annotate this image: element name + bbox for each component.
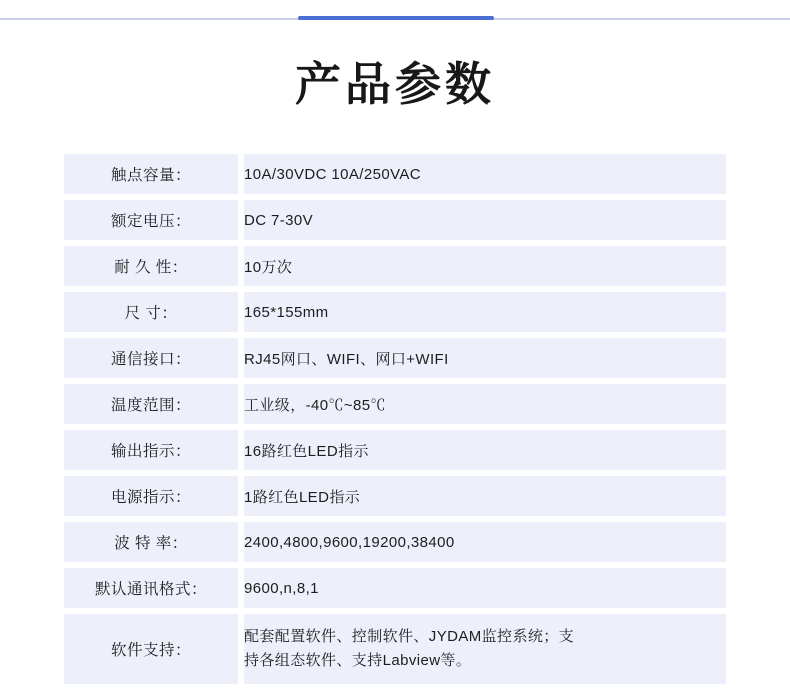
spec-label: 电源指示： — [64, 476, 238, 516]
table-row — [64, 384, 726, 424]
spec-label: 耐 久 性： — [64, 246, 238, 286]
table-row — [64, 292, 726, 332]
spec-value: 165*155mm — [244, 292, 726, 332]
table-row — [64, 200, 726, 240]
spec-label: 温度范围： — [64, 384, 238, 424]
spec-label: 触点容量： — [64, 154, 238, 194]
spec-value: 9600,n,8,1 — [244, 568, 726, 608]
spec-label: 尺 寸： — [64, 292, 238, 332]
page-title: 产品参数 — [295, 58, 495, 110]
table-row — [64, 246, 726, 286]
table-row — [64, 430, 726, 470]
spec-value: 10A/30VDC 10A/250VAC — [244, 154, 726, 194]
spec-label: 额定电压： — [64, 200, 238, 240]
table-row — [64, 154, 726, 194]
table-row — [64, 522, 726, 562]
table-row — [64, 614, 726, 684]
header-accent-bar — [298, 16, 494, 20]
spec-value: 16路红色LED指示 — [244, 430, 726, 470]
spec-value: 1路红色LED指示 — [244, 476, 726, 516]
spec-value: 2400,4800,9600,19200,38400 — [244, 522, 726, 562]
spec-value-line-1: 配套配置软件、控制软件、JYDAM监控系统；支 — [244, 627, 575, 645]
table-row — [64, 338, 726, 378]
spec-value: 10万次 — [244, 246, 726, 286]
spec-value: 工业级，-40℃~85℃ — [244, 384, 726, 424]
spec-value-line-2: 持各组态软件、支持Labview等。 — [244, 652, 472, 669]
spec-value: RJ45网口、WIFI、网口+WIFI — [244, 338, 726, 378]
spec-label: 软件支持： — [64, 614, 238, 684]
spec-label: 输出指示： — [64, 430, 238, 470]
spec-value — [244, 614, 726, 684]
spec-table — [64, 148, 726, 690]
spec-label: 波 特 率： — [64, 522, 238, 562]
table-row — [64, 476, 726, 516]
table-row — [64, 568, 726, 608]
spec-label: 通信接口： — [64, 338, 238, 378]
spec-value: DC 7-30V — [244, 200, 726, 240]
spec-label: 默认通讯格式： — [64, 568, 238, 608]
